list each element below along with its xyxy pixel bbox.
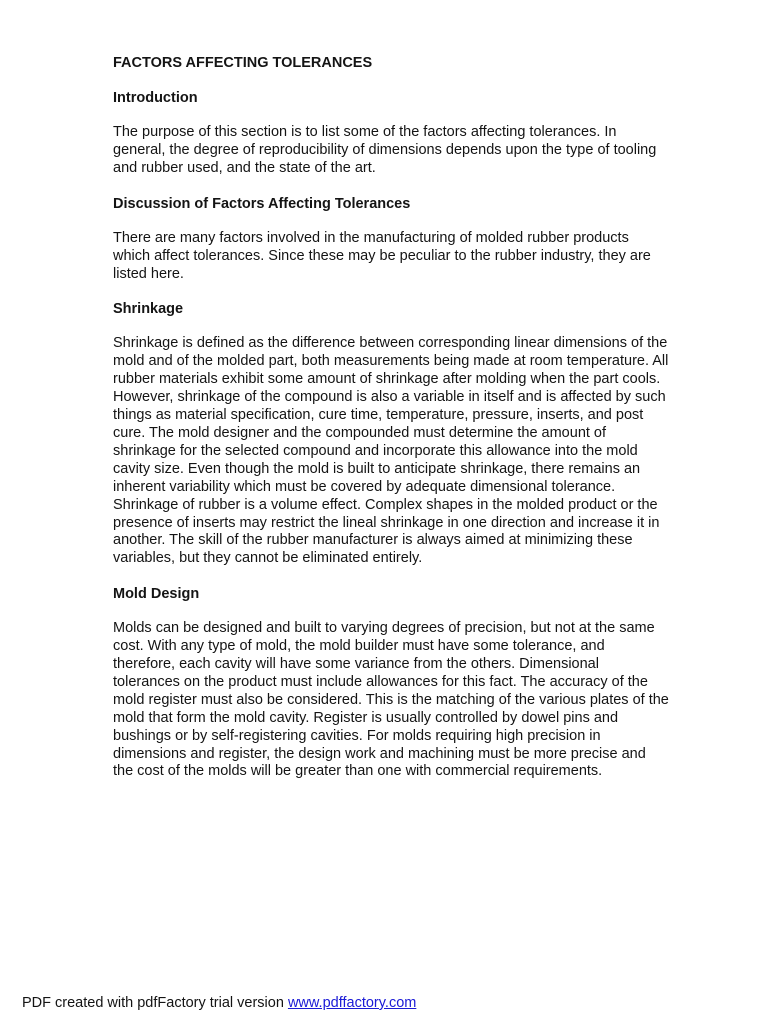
paragraph-line: shrinkage for the selected compound and incorporate this allowance into the mold (113, 442, 638, 459)
section-heading-introduction: Introduction (113, 90, 198, 106)
paragraph-line: cure. The mold designer and the compounded must determine the amount of (113, 424, 607, 441)
paragraph-line: and rubber used, and the state of the art. (113, 159, 376, 176)
document-title: FACTORS AFFECTING TOLERANCES (113, 55, 373, 71)
paragraph-line: therefore, each cavity will have some variance from the others. Dimensional (113, 656, 599, 673)
paragraph-line: which affect tolerances. Since these may be peculiar to the rubber industry, they are (113, 247, 651, 264)
paragraph-line: rubber materials exhibit some amount of shrinkage after molding when the part cools. (113, 371, 661, 388)
paragraph-line: cost. With any type of mold, the mold builder must have some tolerance, and (113, 638, 605, 655)
paragraph-line: variables, but they cannot be eliminated entirely. (113, 550, 423, 567)
pdf-footer (22, 994, 416, 1012)
paragraph-line: another. The skill of the rubber manufacturer is always aimed at minimizing these (113, 532, 633, 549)
paragraph-discussion (113, 230, 703, 284)
paragraph-line: cavity size. Even though the mold is built to anticipate shrinkage, there remains an (113, 460, 641, 477)
paragraph-line: general, the degree of reproducibility of dimensions depends upon the type of tooling (113, 141, 657, 158)
paragraph-line: mold that form the mold cavity. Register is usually controlled by dowel pins and (113, 709, 619, 726)
paragraph-line: dimensions and register, the design work and machining must be more precise and (113, 745, 646, 762)
footer-link[interactable]: www.pdffactory.com (287, 995, 417, 1011)
footer-text: PDF created with pdfFactory trial version (22, 995, 288, 1011)
section-heading-mold-design: Mold Design (113, 586, 200, 603)
paragraph-line: The purpose of this section is to list some of the factors affecting tolerances. In (113, 124, 617, 140)
document-page (113, 54, 703, 798)
paragraph-mold-design (113, 620, 703, 781)
paragraph-line: Shrinkage is defined as the difference between corresponding linear dimensions of the (113, 335, 668, 352)
paragraph-line: listed here. (113, 265, 184, 282)
paragraph-line: Molds can be designed and built to varying degrees of precision, but not at the same (113, 620, 655, 637)
paragraph-line: Shrinkage of rubber is a volume effect. Complex shapes in the molded product or the (113, 496, 658, 513)
paragraph-shrinkage (113, 335, 703, 568)
paragraph-line: presence of inserts may restrict the lineal shrinkage in one direction and increase it in (113, 514, 660, 531)
paragraph-line: the cost of the molds will be greater than one with commercial requirements. (113, 763, 603, 780)
paragraph-introduction (113, 124, 703, 178)
paragraph-line: mold register must also be considered. This is the matching of the various plates of the (113, 691, 669, 708)
paragraph-line: There are many factors involved in the manufacturing of molded rubber products (113, 229, 629, 246)
paragraph-line: inherent variability which must be covered by adequate dimensional tolerance. (113, 478, 616, 495)
paragraph-line: tolerances on the product must include allowances for this fact. The accuracy of the (113, 673, 648, 690)
paragraph-line: bushings or by self-registering cavities. For molds requiring high precision in (113, 727, 601, 744)
section-heading-shrinkage: Shrinkage (113, 301, 184, 318)
paragraph-line: mold and of the molded part, both measurements being made at room temperature. All (113, 353, 669, 370)
paragraph-line: However, shrinkage of the compound is also a variable in itself and is affected by such (113, 389, 666, 406)
paragraph-line: things as material specification, cure time, temperature, pressure, inserts, and post (113, 407, 644, 424)
section-heading-discussion: Discussion of Factors Affecting Tolerances (113, 195, 411, 212)
